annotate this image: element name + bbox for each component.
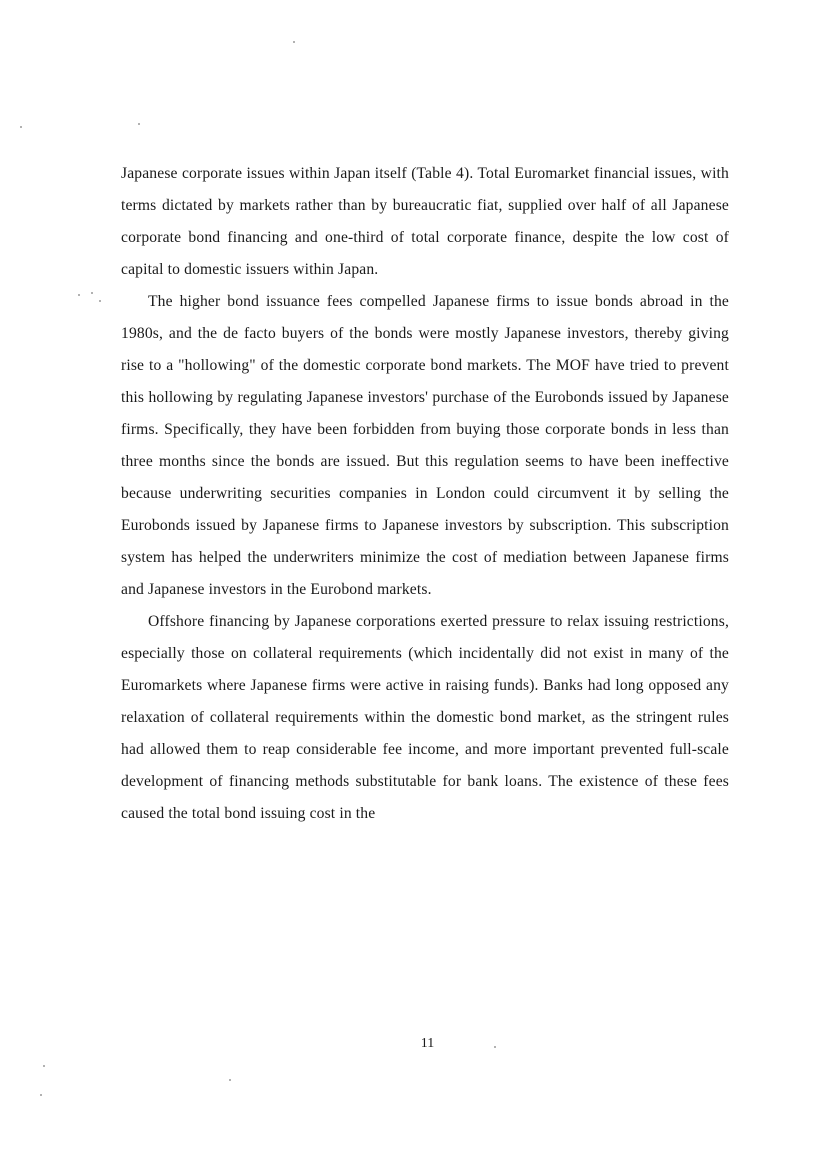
paragraph-3: Offshore financing by Japanese corporations exerted pressure to relax issuing restrictions, especially those on collateral requirements (which incidentally did not exist in many of the Euromarkets where Japanese firms were active in raising funds). Banks had long opposed any relaxation of collateral requirements within the domestic bond market, as the stringent rules had allowed them to reap considerable fee income, and more important prevented full-scale development of financing methods substitutable for bank loans. The existence of these fees caused the total bond issuing cost in the [121, 613, 729, 822]
scan-speck [20, 126, 22, 128]
scan-speck [494, 1046, 496, 1048]
body-text [121, 158, 729, 830]
scan-speck [229, 1079, 231, 1081]
scan-speck [138, 123, 140, 125]
paragraph-1: Japanese corporate issues within Japan itself (Table 4). Total Euromarket financial issues, with terms dictated by markets rather than by bureaucratic fiat, supplied over half of all Japanese corporate bond financing and one-third of total corporate finance, despite the low cost of capital to domestic issuers within Japan. [121, 165, 729, 278]
scan-speck [91, 292, 93, 294]
scan-speck [40, 1094, 42, 1096]
scan-speck [293, 41, 295, 43]
scan-speck [43, 1065, 45, 1067]
page-number: 11 [420, 1036, 435, 1051]
scan-speck [78, 294, 80, 296]
scan-speck [99, 300, 101, 302]
paragraph-2: The higher bond issuance fees compelled Japanese firms to issue bonds abroad in the 1980s, and the de facto buyers of the bonds were mostly Japanese investors, thereby giving rise to a "hollowing" of the domestic corporate bond markets. The MOF have tried to prevent this hollowing by regulating Japanese investors' purchase of the Eurobonds issued by Japanese firms. Specifically, they have been forbidden from buying those corporate bonds in less than three months since the bonds are issued. But this regulation seems to have been ineffective because underwriting securities companies in London could circumvent it by selling the Eurobonds issued by Japanese firms to Japanese investors by subscription. This subscription system has helped the underwriters minimize the cost of mediation between Japanese firms and Japanese investors in the Eurobond markets. [121, 293, 729, 598]
